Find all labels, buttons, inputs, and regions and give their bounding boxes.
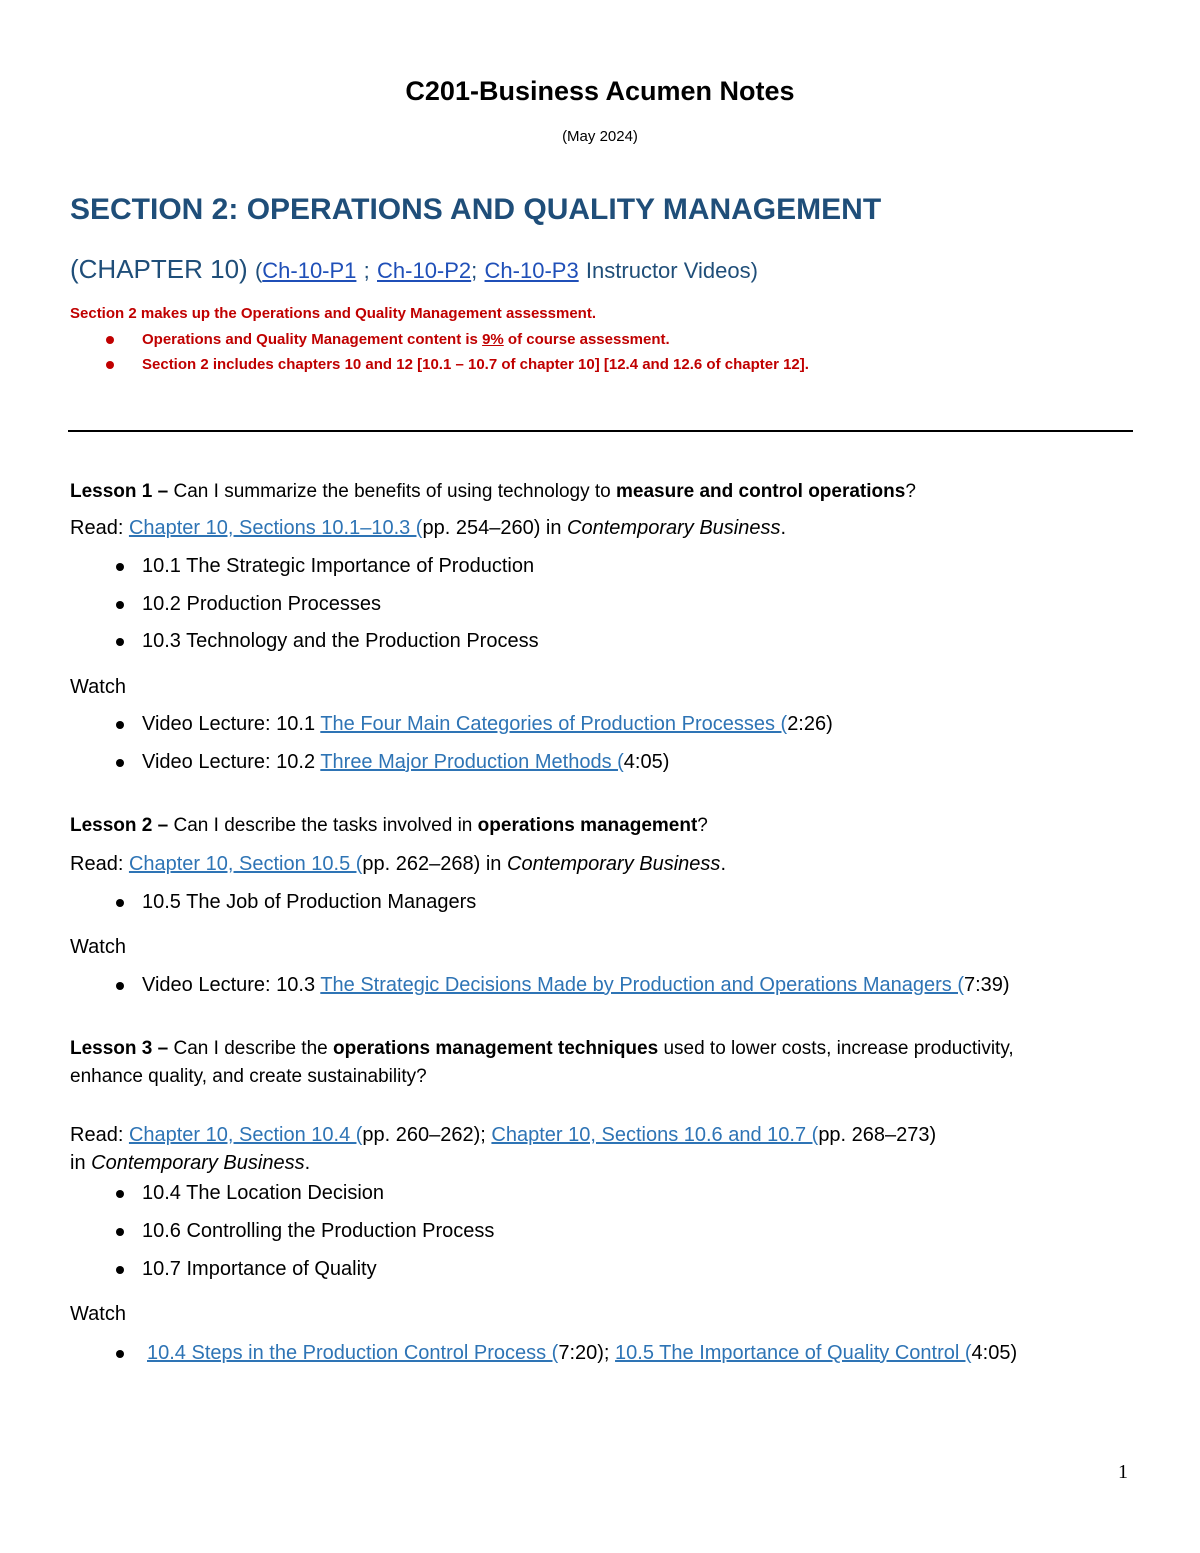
- video-link[interactable]: 10.5 The Importance of Quality Control (: [615, 1342, 972, 1364]
- chapter-line: [70, 254, 758, 285]
- document-title: C201-Business Acumen Notes: [405, 76, 795, 106]
- bullet-icon: [106, 361, 114, 369]
- read-end: .: [304, 1152, 311, 1174]
- watch-label: Watch: [70, 936, 126, 958]
- lesson-1-item: 10.1 The Strategic Importance of Production: [142, 555, 535, 577]
- lesson-2-q-bold: operations management: [477, 815, 698, 836]
- read-pages: pp. 260–262);: [362, 1124, 486, 1146]
- video-prefix: Video Lecture: 10.2: [142, 751, 316, 773]
- lesson-1-q-end: ?: [905, 481, 916, 502]
- page-number: 1: [1118, 1461, 1128, 1483]
- lesson-2-question: [70, 815, 708, 837]
- video-duration: 7:39): [963, 974, 1010, 996]
- read-in: in: [70, 1152, 86, 1174]
- video-duration: 2:26): [787, 713, 833, 735]
- lesson-3-read-link-2[interactable]: Chapter 10, Sections 10.6 and 10.7 (: [491, 1124, 819, 1146]
- read-label: Read:: [70, 1124, 124, 1146]
- lesson-2-read-link[interactable]: Chapter 10, Section 10.5 (: [128, 853, 363, 875]
- lesson-1-q-bold: measure and control operations: [616, 481, 906, 502]
- video-link[interactable]: 10.4 Steps in the Production Control Process (: [147, 1342, 559, 1364]
- lesson-2-q-text: Can I describe the tasks involved in: [173, 815, 473, 836]
- assessment-pct-post: of course assessment.: [507, 331, 670, 348]
- lesson-3-question-line2: enhance quality, and create sustainability?: [70, 1066, 427, 1087]
- assessment-pct-text: Operations and Quality Management content is: [142, 331, 478, 348]
- lesson-1-q-text: Can I summarize the benefits of using technology to: [173, 481, 611, 502]
- read-end: .: [720, 853, 726, 875]
- video-link[interactable]: The Strategic Decisions Made by Production and Operations Managers (: [320, 974, 964, 996]
- lesson-3-item: 10.4 The Location Decision: [142, 1182, 385, 1204]
- read-label: Read:: [70, 517, 124, 539]
- bullet-icon: [106, 336, 114, 344]
- bullet-icon: [116, 1266, 124, 1274]
- horizontal-divider: [68, 430, 1133, 432]
- bullet-icon: [116, 982, 124, 990]
- video-prefix: Video Lecture: 10.1: [142, 713, 316, 735]
- lesson-3-label: Lesson 3 –: [70, 1038, 169, 1059]
- read-label: Read:: [70, 853, 124, 875]
- video-duration: 7:20);: [558, 1342, 610, 1364]
- video-duration: 4:05): [971, 1342, 1018, 1364]
- ch-10-p2-link[interactable]: Ch-10-P2: [377, 258, 472, 283]
- assessment-bullet-2: Section 2 includes chapters 10 and 12 [10.1 – 10.7 of chapter 10] [12.4 and 12.6 of chapter 12].: [142, 356, 809, 373]
- lesson-2-item: 10.5 The Job of Production Managers: [142, 891, 477, 913]
- assessment-pct: 9%: [482, 331, 504, 348]
- lesson-2-label: Lesson 2 –: [70, 815, 169, 836]
- section-heading: SECTION 2: OPERATIONS AND QUALITY MANAGEMENT: [70, 193, 882, 226]
- read-pages: pp. 254–260) in: [422, 517, 562, 539]
- ch-10-p3-link[interactable]: Ch-10-P3: [484, 258, 579, 283]
- book-title: Contemporary Business: [91, 1152, 305, 1174]
- bullet-icon: [116, 563, 124, 571]
- bullet-icon: [116, 601, 124, 609]
- book-title: Contemporary Business: [567, 517, 781, 539]
- watch-label: Watch: [70, 676, 126, 698]
- bullet-icon: [116, 1350, 124, 1358]
- lesson-3-item: 10.6 Controlling the Production Process: [142, 1220, 495, 1242]
- lesson-3-read-line2: [70, 1152, 310, 1175]
- video-link[interactable]: Three Major Production Methods (: [320, 751, 624, 773]
- chapter-sep: ;: [363, 258, 370, 283]
- chapter-label: (CHAPTER 10): [70, 254, 248, 284]
- bullet-icon: [116, 1190, 124, 1198]
- read-end: .: [780, 517, 787, 539]
- lesson-1-read: [70, 517, 786, 540]
- document-date: (May 2024): [562, 128, 638, 145]
- read-pages: pp. 262–268) in: [362, 853, 502, 875]
- lesson-1-item: 10.2 Production Processes: [142, 593, 382, 615]
- bullet-icon: [116, 899, 124, 907]
- lesson-3-q-bold: operations management techniques: [332, 1038, 659, 1059]
- assessment-intro: Section 2 makes up the Operations and Quality Management assessment.: [70, 305, 596, 322]
- lesson-3-videos: [147, 1342, 1017, 1365]
- lesson-2-read: [70, 853, 726, 876]
- lesson-2-video: [142, 974, 1010, 997]
- video-link[interactable]: The Four Main Categories of Production Processes (: [320, 713, 788, 735]
- chapter-open: (: [254, 258, 263, 283]
- lesson-3-item: 10.7 Importance of Quality: [142, 1258, 377, 1280]
- lesson-3-read: [70, 1124, 936, 1147]
- chapter-sep: ;: [471, 258, 478, 283]
- assessment-bullet-1: [142, 331, 670, 348]
- video-duration: 4:05): [623, 751, 670, 773]
- lesson-1-question: [70, 481, 916, 503]
- video-prefix: Video Lecture: 10.3: [142, 974, 316, 996]
- watch-label: Watch: [70, 1303, 126, 1325]
- lesson-1-label: Lesson 1 –: [70, 481, 169, 502]
- lesson-3-q-text: Can I describe the: [173, 1038, 328, 1059]
- lesson-3-question: [70, 1038, 1014, 1060]
- lesson-1-item: 10.3 Technology and the Production Process: [142, 630, 539, 652]
- lesson-2-q-end: ?: [697, 815, 708, 836]
- read-pages: pp. 268–273): [818, 1124, 937, 1146]
- ch-10-p1-link[interactable]: Ch-10-P1: [262, 258, 357, 283]
- lesson-3-read-link-1[interactable]: Chapter 10, Section 10.4 (: [128, 1124, 363, 1146]
- bullet-icon: [116, 759, 124, 767]
- lesson-3-q-end: used to lower costs, increase productivity,: [663, 1038, 1014, 1059]
- lesson-1-read-link[interactable]: Chapter 10, Sections 10.1–10.3 (: [128, 517, 423, 539]
- lesson-1-video: [142, 751, 669, 774]
- bullet-icon: [116, 1228, 124, 1236]
- chapter-tail: Instructor Videos): [585, 258, 758, 283]
- book-title: Contemporary Business: [507, 853, 721, 875]
- bullet-icon: [116, 638, 124, 646]
- lesson-1-video: [142, 713, 833, 736]
- bullet-icon: [116, 721, 124, 729]
